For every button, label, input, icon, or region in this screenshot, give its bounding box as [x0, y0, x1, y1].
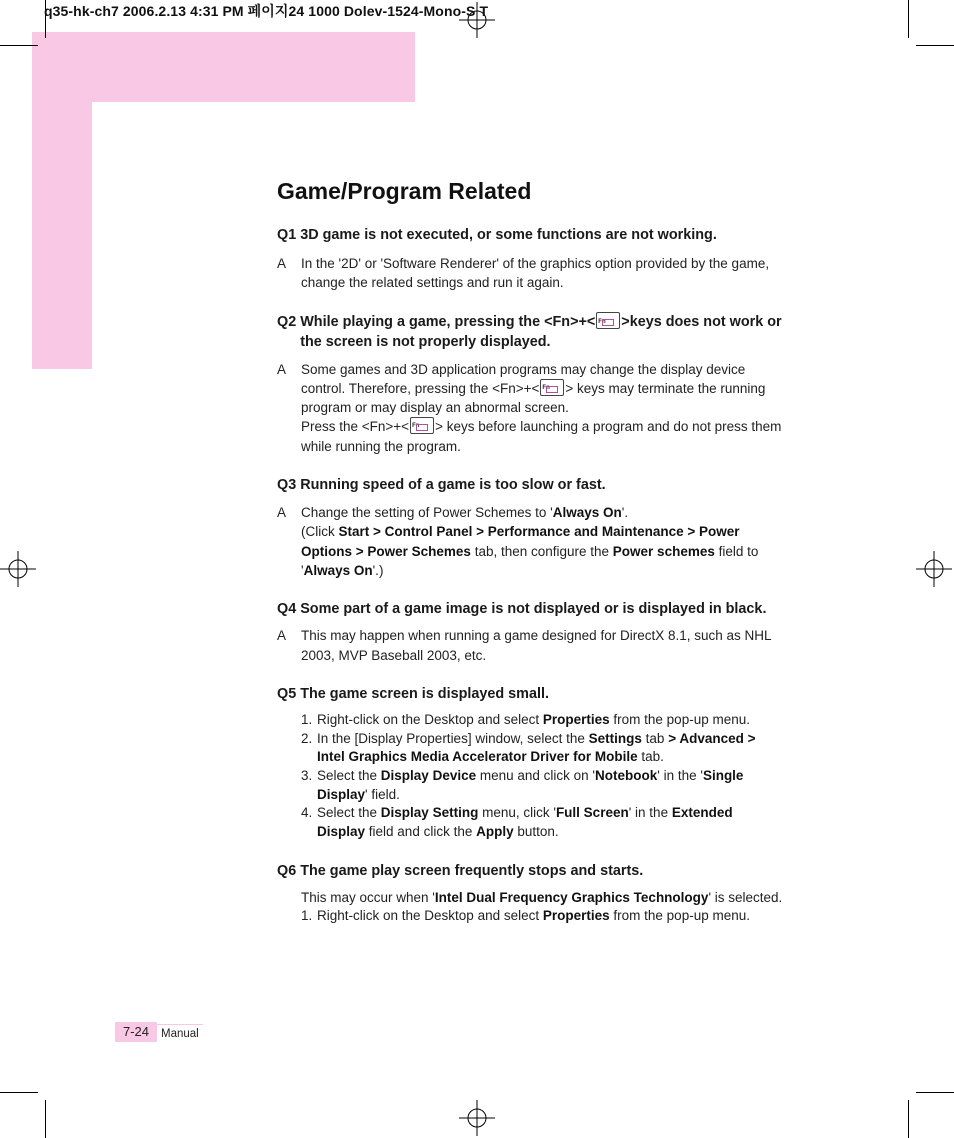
step-text — [317, 730, 783, 767]
step-text — [317, 804, 783, 841]
question-text-start: While playing a game, pressing the <Fn>+< — [300, 313, 596, 330]
step-segment: button. — [513, 824, 559, 840]
step-segment: Right-click on the Desktop and select — [317, 711, 543, 727]
pink-header-band — [32, 32, 415, 102]
field-power-schemes: Power schemes — [612, 543, 715, 559]
answer-text — [301, 503, 783, 580]
answer-label: A — [277, 256, 287, 271]
question-text-end: >keys does not work or the screen is not properly displayed. — [300, 313, 782, 350]
display-toggle-key-icon — [410, 417, 434, 434]
setting-always-on: Always On — [552, 505, 622, 521]
step-text — [317, 907, 783, 926]
question-4 — [277, 599, 783, 619]
step-text — [317, 711, 783, 730]
step-segment: from the pop-up menu. — [609, 711, 750, 727]
step-segment: In the [Display Properties] window, select the — [317, 730, 589, 746]
answer-text: This may happen when running a game designed for DirectX 8.1, such as NHL 2003, MVP Baseball 2003, etc. — [301, 628, 772, 663]
step-segment: tab — [641, 730, 669, 746]
question-6 — [277, 861, 783, 881]
question-3 — [277, 475, 783, 495]
list-item — [301, 711, 783, 730]
feature-dual-frequency: Intel Dual Frequency Graphics Technology — [434, 889, 709, 905]
fn-label: Fn — [542, 384, 550, 391]
setting-always-on: Always On — [303, 562, 373, 578]
answer-2 — [277, 360, 783, 456]
answer-segment: field to ' — [301, 543, 759, 578]
button-apply: Apply — [476, 824, 514, 840]
answer-p1-start: Some games and 3D application programs may change the display device control. Therefore, pressing the <Fn>+< — [301, 361, 746, 396]
fn-label: Fn — [412, 423, 420, 430]
registration-mark-right — [916, 551, 952, 587]
list-item — [301, 907, 783, 926]
list-item — [301, 804, 783, 841]
intro-segment: ' is selected. — [708, 889, 783, 905]
step-segment: from the pop-up menu. — [609, 908, 750, 924]
question-text: The game play screen frequently stops and starts. — [300, 862, 644, 879]
answer-p1-end: > keys may terminate the running program or may display an abnormal screen. — [301, 380, 766, 416]
crop-mark-br-h — [916, 1092, 954, 1093]
question-text: Some part of a game image is not displayed or is displayed in black. — [300, 601, 767, 618]
fn-label: Fn — [598, 318, 606, 325]
answer-4 — [277, 626, 783, 665]
step-segment: Select the — [317, 805, 381, 821]
print-slug: q35-hk-ch7 2006.2.13 4:31 PM 페이지24 1000 Dolev-1524-Mono-S T — [44, 3, 489, 19]
step-number: 2. — [301, 730, 313, 746]
step-segment: menu and click on ' — [476, 767, 595, 783]
monitor-icon — [546, 386, 558, 393]
step-segment: menu, click ' — [478, 805, 556, 821]
step-segment: ' field. — [365, 786, 400, 802]
page-title: Game/Program Related — [277, 178, 532, 204]
q6-intro — [301, 889, 783, 908]
crop-mark-bl-v — [45, 1100, 46, 1138]
step-segment: ' in the ' — [657, 767, 703, 783]
page-number: 7-24 — [115, 1022, 157, 1042]
footer-manual-label: Manual — [157, 1024, 203, 1043]
step-segment: field and click the — [365, 824, 477, 840]
menu-display-setting: Display Setting — [380, 805, 479, 821]
question-number: Q2 — [277, 313, 297, 330]
answer-text — [301, 360, 783, 456]
answer-segment: '. — [621, 505, 629, 521]
answer-segment: Change the setting of Power Schemes to ' — [301, 505, 553, 521]
menu-path: Start > Control Panel > Performance and Maintenance > Power Options > Power Schemes — [301, 524, 740, 559]
answer-label: A — [277, 628, 287, 644]
monitor-icon — [602, 319, 614, 326]
steps-list — [301, 907, 783, 926]
field-single-display: Single Display — [317, 767, 744, 802]
option-full-screen: Full Screen — [555, 805, 629, 821]
answer-segment: '.) — [372, 562, 384, 578]
question-number: Q6 — [277, 862, 297, 879]
question-text: 3D game is not executed, or some functions are not working. — [300, 227, 717, 243]
question-number: Q3 — [277, 477, 297, 494]
step-number: 1. — [301, 908, 313, 924]
tab-settings: Settings — [588, 730, 642, 746]
crop-mark-tr-v — [908, 0, 909, 38]
answer-1 — [277, 254, 783, 293]
option-notebook: Notebook — [595, 767, 658, 783]
answer-label: A — [277, 505, 287, 521]
answer-p2-end: > keys before launching a program and do not press them while running the program. — [301, 419, 782, 454]
step-number: 1. — [301, 711, 313, 727]
answer-text: In the '2D' or 'Software Renderer' of the graphics option provided by the game, change the related settings and run it again. — [301, 256, 770, 291]
pink-side-band — [32, 102, 92, 369]
answer-3 — [277, 503, 783, 580]
step-segment: Select the — [317, 767, 381, 783]
question-number: Q1 — [277, 227, 297, 243]
answer-p2-start: Press the <Fn>+< — [301, 419, 410, 435]
question-text: Running speed of a game is too slow or fast. — [300, 477, 606, 494]
menu-path: > Advanced > Intel Graphics Media Accelerator Driver for Mobile — [317, 730, 756, 765]
display-toggle-key-icon — [596, 312, 620, 329]
crop-mark-bl-h — [0, 1092, 38, 1093]
step-number: 3. — [301, 767, 313, 783]
registration-mark-bottom — [459, 1100, 495, 1136]
crop-mark-tl-h — [0, 45, 38, 46]
menu-item-properties: Properties — [542, 711, 610, 727]
crop-mark-tr-h — [916, 45, 954, 46]
step-segment: ' in the — [628, 805, 672, 821]
display-toggle-key-icon — [540, 379, 564, 396]
step-number: 4. — [301, 805, 313, 821]
question-1 — [277, 225, 783, 245]
registration-mark-left — [0, 551, 36, 587]
question-5 — [277, 684, 783, 704]
question-number: Q5 — [277, 685, 297, 702]
question-text: The game screen is displayed small. — [300, 685, 549, 702]
crop-mark-br-v — [908, 1100, 909, 1138]
list-item — [301, 730, 783, 767]
monitor-icon — [416, 424, 428, 431]
page-content — [277, 178, 783, 926]
question-text — [300, 312, 783, 352]
menu-display-device: Display Device — [380, 767, 477, 783]
intro-segment: This may occur when ' — [301, 889, 435, 905]
step-text — [317, 767, 783, 804]
answer-label: A — [277, 361, 287, 377]
answer-segment: (Click — [301, 524, 339, 540]
question-2 — [277, 312, 783, 352]
list-item — [301, 767, 783, 804]
step-segment: tab. — [637, 749, 664, 765]
steps-list — [301, 711, 783, 842]
field-extended-display: Extended Display — [317, 805, 733, 840]
answer-segment: tab, then configure the — [470, 543, 613, 559]
step-segment: Right-click on the Desktop and select — [317, 908, 543, 924]
menu-item-properties: Properties — [542, 908, 610, 924]
question-number: Q4 — [277, 601, 297, 618]
